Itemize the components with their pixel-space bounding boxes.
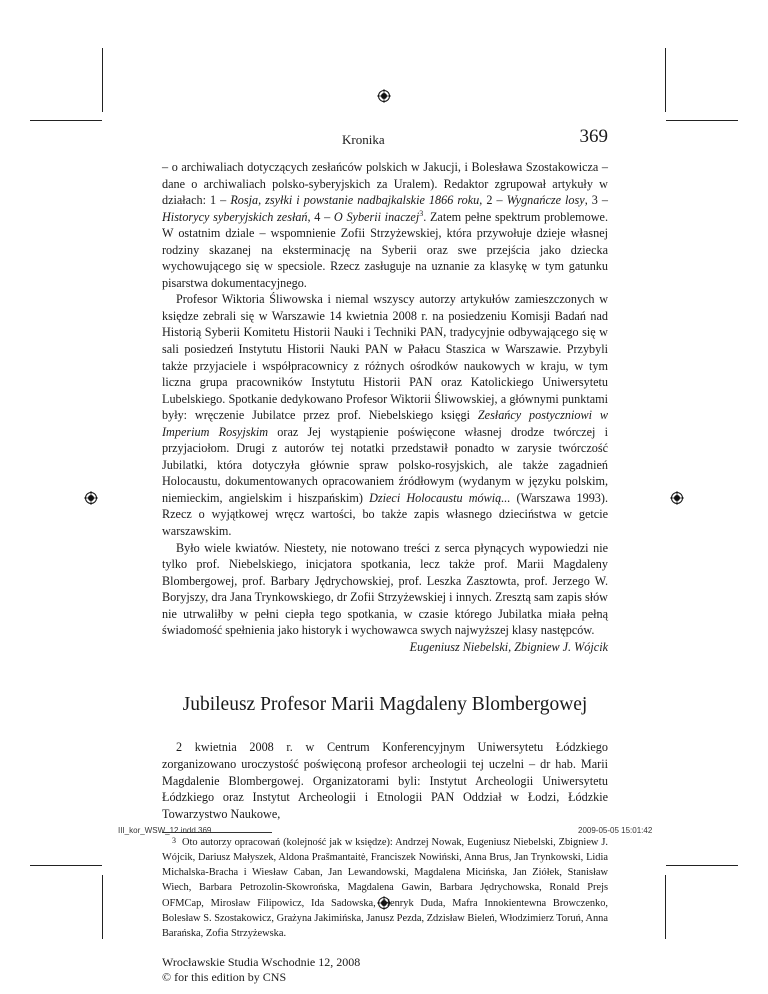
crop-mark: [102, 875, 103, 939]
section-heading: Jubileusz Profesor Marii Magdaleny Blombergowej: [182, 694, 588, 716]
text-run: , 2 –: [479, 193, 507, 208]
paragraph: [162, 291, 608, 539]
footnote-text: Oto autorzy opracowań (kolejność jak w księdze): Andrzej Nowak, Eugeniusz Niebelski, Zbigniew J. Wójcik, Dariusz Małyszek, Aldona Prašmantaitė, Franciszek Nowiński, Anna Brus, Jan Trynkowski, Lidia Michalska-Bracha i Wiesław Caban, Jan Lewandowski, Magdalena Micińska, Jan Ziółek, Stanisław Wiech, Barbara Petrozolin-Skowrońska, Magdalena Gawin, Barbara Jędrychowska, Ronald Prejs OFMCap, Mirosław Filipowicz, Ida Sadowska, Henryk Duda, Mafra Innokientewna Browczenko, Bolesław S. Szostakowicz, Grażyna Jakimińska, Janusz Pezda, Zdzisław Bieleń, Włodzimierz Toruń, Anna Barańska, Zofia Strzyżewska.: [162, 837, 608, 939]
text-run: – o archiwaliach dotyczących zesłańców polskich w Jakucji, i Bolesława Szostakowicza – dane o archiwaliach polsko-syberyjskich za Uralem). Redaktor zgrupował artykuły w działach: 1 –: [162, 160, 608, 208]
crop-mark: [30, 865, 102, 866]
italic-title: Rosja, zsyłki i powstanie nadbajkalskie 1866 roku: [230, 193, 480, 208]
imprint: [162, 955, 608, 985]
slug-filename: III_kor_WSW_12.indd 369: [118, 826, 212, 835]
crop-mark: [665, 875, 666, 939]
text-run: , 4 –: [307, 209, 334, 224]
crop-mark: [666, 120, 738, 121]
italic-title: Dzieci Holocaustu mówią...: [369, 490, 511, 505]
text-run: Profesor Wiktoria Śliwowska i niemal wszyscy autorzy artykułów zamieszczonych w księdze zebrali się w Warszawie 14 kwietnia 2008 r. na posiedzeniu Komisji Badań nad Historią Syberii Komitetu Historii Nauki i Techniki PAN, tradycyjnie odbywającego się w sali posiedzeń Instytutu Historii Nauki PAN w Pałacu Staszica w Warszawie. Przybyli także przyjaciele i współpracownicy z różnych ośrodków naukowych w kraju, w tym liczna grupa pracowników Instytutu Historii PAN oraz Katolickiego Uniwersytetu Lubelskiego. Spotkanie dedykowano Profesor Wiktorii Śliwowskiej, a głównymi punktami były: wręczenie Jubilatce przez prof. Niebelskiego księgi: [162, 292, 608, 423]
page-body: [162, 159, 608, 985]
text-run: . Zatem pełne spektrum problemowe. W ostatnim dziale – wspomnienie Zofii Strzyżewskiej, która przywołuje dzieje własnej rodziny skazanej na eksterminację na Syberii oraz swe przejścia jako dziecka wychowującego się w specsiole. Rzecz zasługuje na uznanie za klasykę w tym gatunku pisarstwa dokumentacyjnego.: [162, 209, 608, 290]
imprint-journal: Wrocławskie Studia Wschodnie 12, 2008: [162, 954, 361, 969]
footnote-number: 3: [172, 836, 176, 846]
text-run: (Warszawa 1993). Rzecz o wyjątkowej wręcz wartości, bo także zapis własnego dzieciństwa w getcie warszawskim.: [162, 490, 608, 539]
registration-mark-icon: [84, 491, 98, 505]
crop-mark: [30, 120, 102, 121]
page-number: 369: [579, 126, 608, 147]
registration-mark-icon: [670, 491, 684, 505]
paragraph: 2 kwietnia 2008 r. w Centrum Konferencyjnym Uniwersytetu Łódzkiego zorganizowano uroczystość poświęconą profesor archeologii tej uczelni – dr hab. Marii Magdalenie Blombergowej. Organizatorami byli: Instytut Archeologii Uniwersytetu Łódzkiego oraz Instytut Archeologii i Etnologii PAN Oddział w Łodzi, Łódzkie Towarzystwo Naukowe,: [162, 740, 608, 821]
paragraph: Było wiele kwiatów. Niestety, nie notowano treści z serca płynących wypowiedzi nie tylko prof. Niebelskiego, inicjatora spotkania, lecz także prof. Marii Magdaleny Blombergowej, prof. Barbary Jędrychowskiej, prof. Leszka Zasztowta, prof. Jerzego W. Boryjszy, dra Jana Trynkowskiego, dr Zofii Strzyżewskiej i innych. Zresztą sam zapis słów nie utrwaliłby w pełni ciepła tego spotkania, w czasie którego Jubilatka miała pełną świadomość spełnienia jako historyk i wychowawca swych najwyższej klasy następców.: [162, 540, 608, 638]
crop-mark: [666, 865, 738, 866]
italic-title: Wygnańcze losy: [506, 193, 585, 208]
imprint-copyright: © for this edition by CNS: [162, 969, 287, 984]
text-run: oraz Jej wystąpienie poświęcone własnej drodze twórczej i przyjaciołom. Drugi z autorów tej notatki przedstawił ponadto w zarysie twórczość Jubilatki, która dotyczyła głównie spraw polsko-rosyjskich, ale także zagadnień Holocaustu, dokumentowanych opracowaniem źródłowym (wydanym w języku polskim, niemieckim, angielskim i hiszpańskim): [162, 424, 609, 505]
italic-title: Zesłańcy postyczniowi w Imperium Rosyjskim: [162, 408, 608, 439]
italic-title: O Syberii inaczej: [333, 209, 420, 224]
running-head: [162, 126, 608, 150]
running-head-title: Kronika: [342, 132, 385, 147]
italic-title: Historycy syberyjskich zesłań: [162, 209, 308, 224]
registration-mark-icon: [377, 89, 391, 103]
text-run: , 3 –: [584, 193, 609, 208]
footnote: [162, 833, 608, 941]
slug-timestamp: 2009-05-05 15:01:42: [578, 826, 653, 835]
signature: Eugeniusz Niebelski, Zbigniew J. Wójcik: [409, 639, 608, 654]
footnote-ref: 3: [419, 208, 424, 218]
crop-mark: [102, 48, 103, 112]
paragraph: [162, 159, 608, 291]
crop-mark: [665, 48, 666, 112]
